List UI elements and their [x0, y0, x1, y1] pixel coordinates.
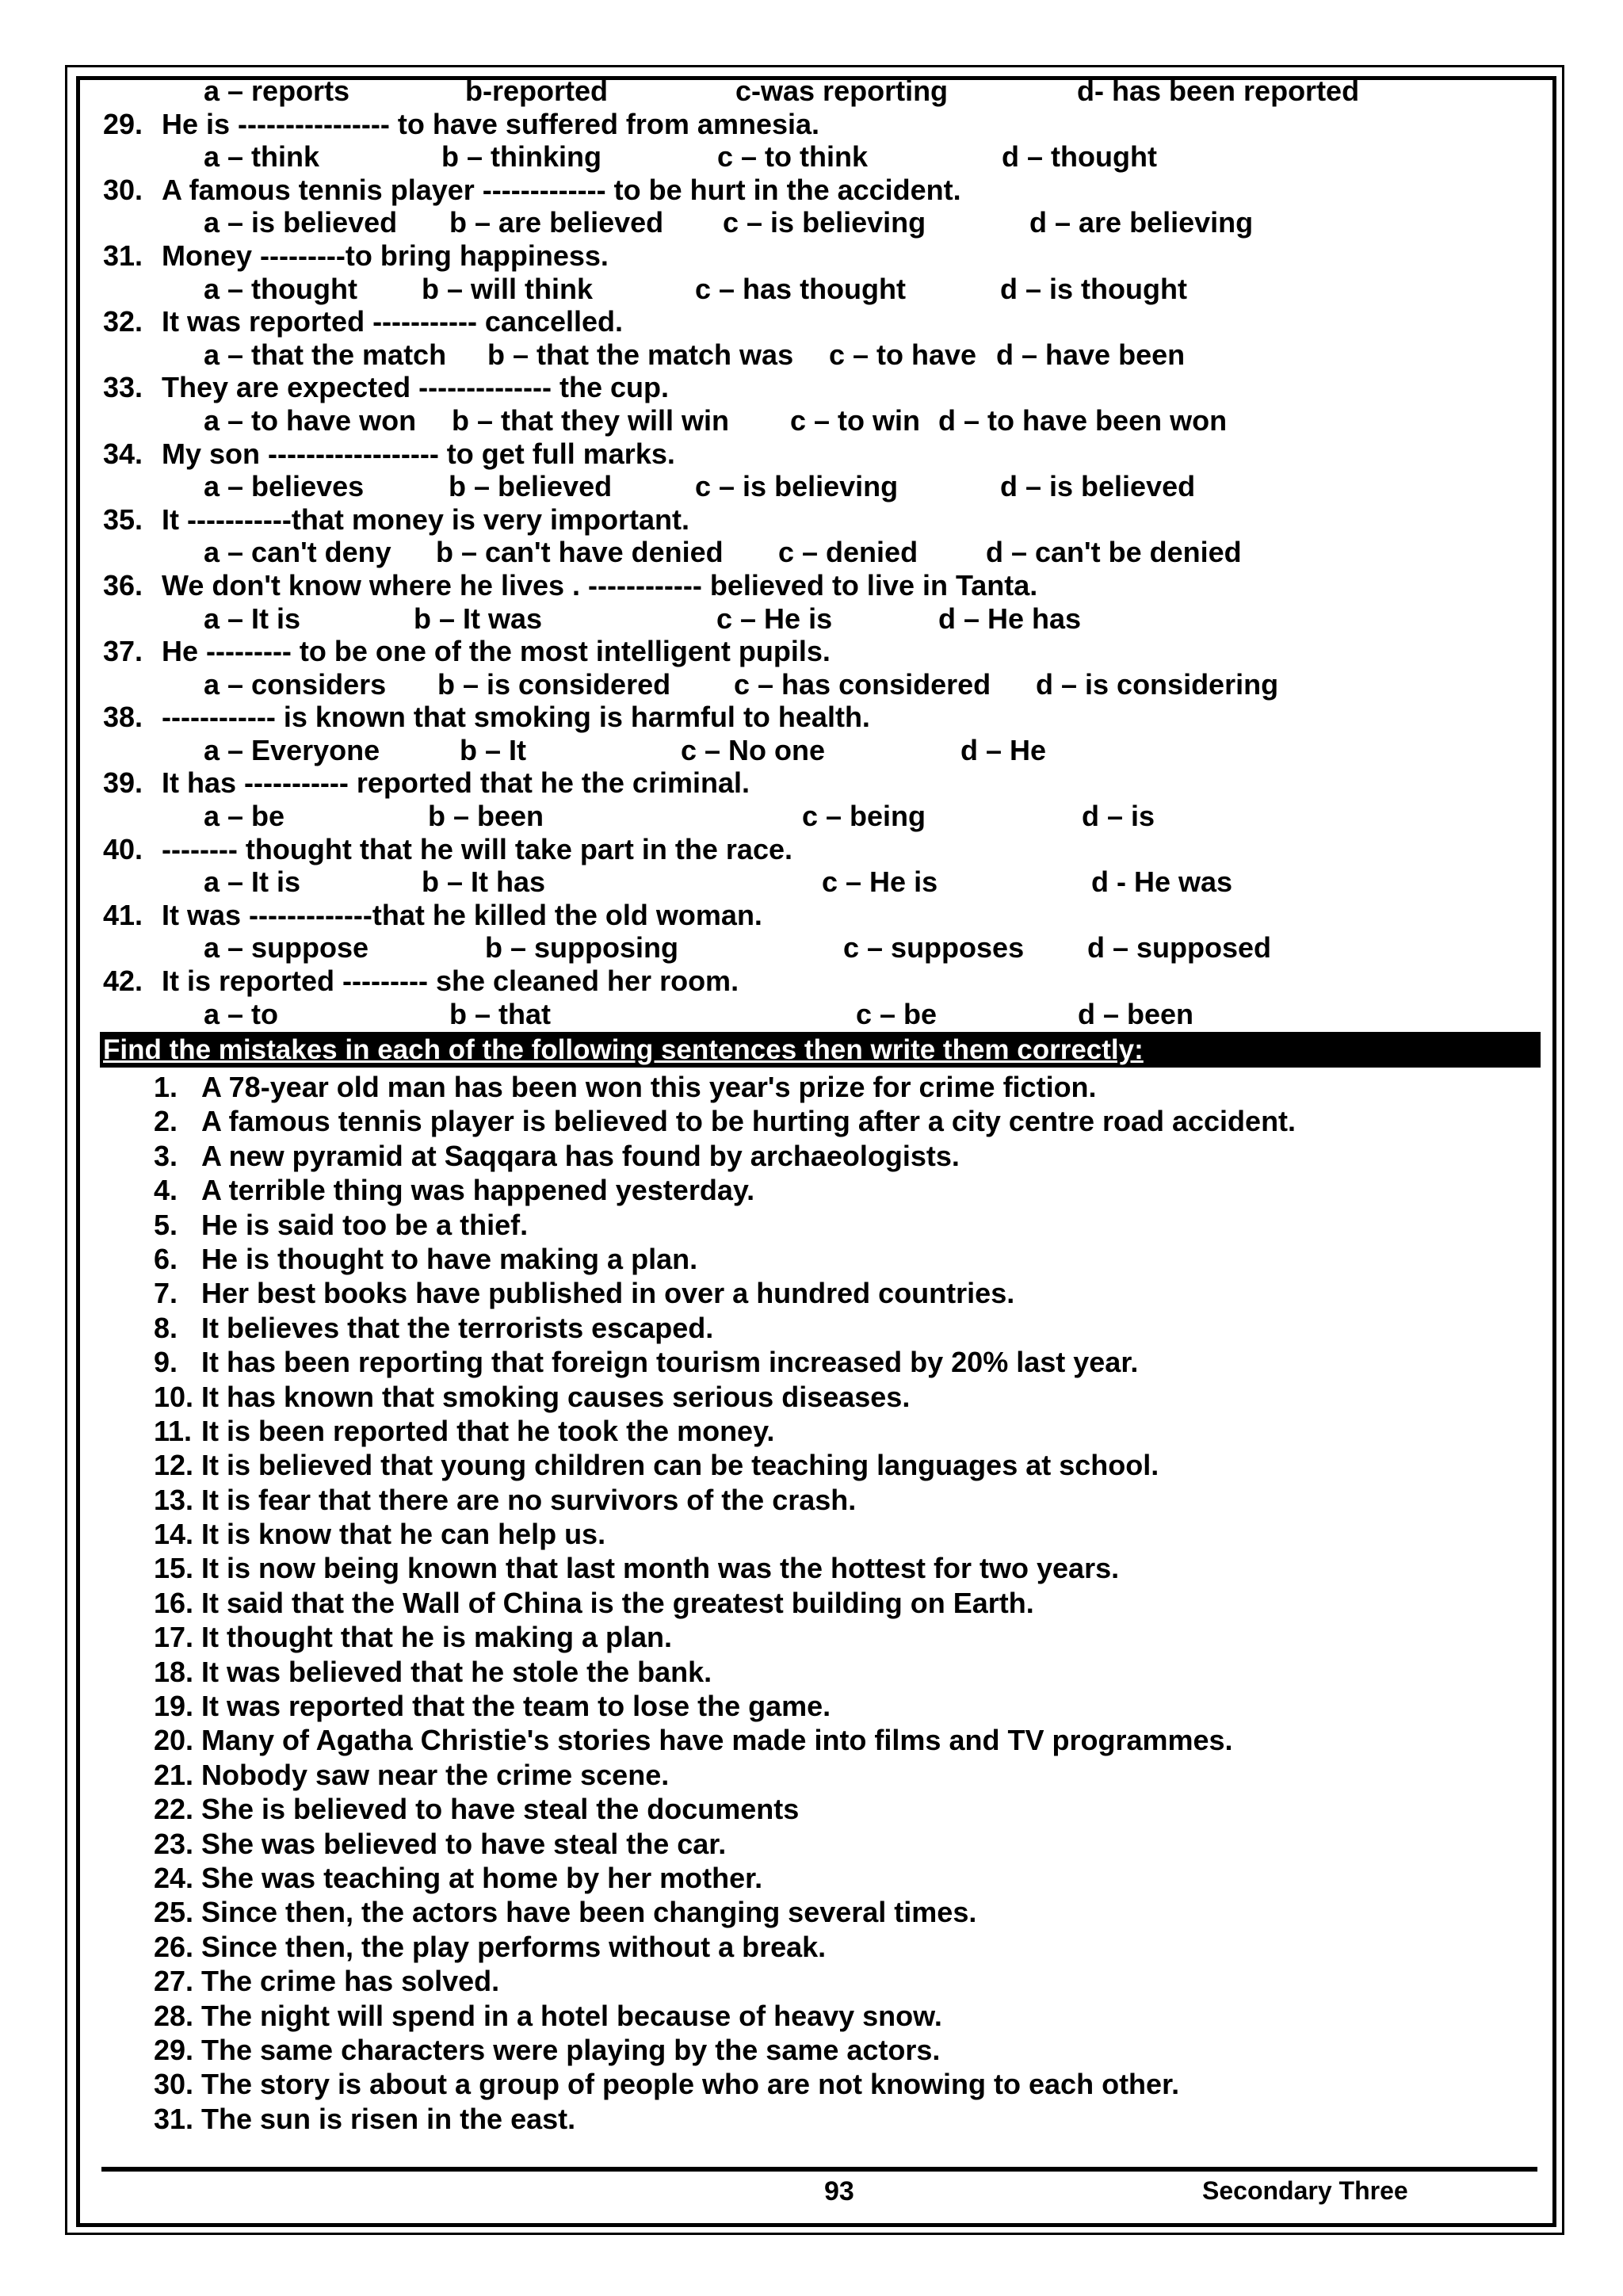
sentence-number: 12.	[154, 1449, 194, 1482]
question-text: It -----------that money is very important.	[162, 502, 689, 536]
question-number: 40.	[103, 832, 143, 865]
sentence-number: 9.	[154, 1346, 178, 1379]
answer-option: a – to	[204, 997, 279, 1030]
mistake-sentence	[97, 1104, 1539, 1138]
mistake-sentence	[97, 1930, 1539, 1964]
answer-option: b – can't have denied	[436, 536, 724, 569]
sentence-number: 28.	[154, 1999, 194, 2032]
answer-option: d- has been reported	[1077, 74, 1360, 107]
answer-option: a – reports	[204, 74, 350, 107]
sentence-number: 25.	[154, 1896, 194, 1929]
answer-options	[97, 931, 1539, 965]
answer-options	[97, 800, 1539, 833]
sentence-text: Many of Agatha Christie's stories have made into films and TV programmes.	[201, 1724, 1233, 1757]
answer-option: a – believes	[204, 470, 365, 503]
sentence-text: A famous tennis player is believed to be hurting after a city centre road accident.	[201, 1105, 1296, 1138]
mistake-sentence	[97, 1689, 1539, 1723]
question-number: 41.	[103, 898, 143, 931]
answer-options	[97, 74, 1539, 108]
answer-option: a – be	[204, 800, 285, 833]
mistake-sentence	[97, 1242, 1539, 1276]
sentence-text: It is fear that there are no survivors of the crash.	[201, 1483, 857, 1516]
question-stem	[97, 503, 1539, 537]
multiple-choice-questions	[97, 74, 1539, 1030]
answer-options	[97, 206, 1539, 239]
mistake-sentence	[97, 1311, 1539, 1345]
sentence-text: A terrible thing was happened yesterday.	[201, 1174, 755, 1207]
answer-option: d – is	[1082, 800, 1155, 833]
sentence-text: Since then, the play performs without a break.	[201, 1930, 827, 1963]
answer-option: a – It is	[204, 602, 301, 635]
answer-options	[97, 668, 1539, 701]
sentence-text: It said that the Wall of China is the greatest building on Earth.	[201, 1586, 1034, 1619]
answer-option: d – thought	[1002, 140, 1157, 174]
answer-option: c – is believing	[695, 470, 899, 503]
answer-option: c – being	[802, 800, 926, 833]
mistake-sentence	[97, 1861, 1539, 1895]
mistake-sentence	[97, 1414, 1539, 1448]
answer-options	[97, 536, 1539, 569]
footer-rule	[101, 2167, 1537, 2172]
question-stem	[97, 437, 1539, 471]
sentence-text: She was teaching at home by her mother.	[201, 1861, 763, 1894]
answer-options	[97, 338, 1539, 372]
question-stem	[97, 371, 1539, 404]
sentence-number: 17.	[154, 1621, 194, 1654]
sentence-number: 23.	[154, 1827, 194, 1860]
sentence-text: It believes that the terrorists escaped.	[201, 1311, 714, 1344]
sentence-text: She is believed to have steal the documents	[201, 1793, 800, 1826]
sentence-text: The night will spend in a hotel because of heavy snow.	[201, 1999, 942, 2032]
answer-option: c – has thought	[695, 272, 907, 305]
sentence-text: Nobody saw near the crime scene.	[201, 1758, 670, 1791]
footer-label: Secondary Three	[1202, 2176, 1408, 2205]
question-number: 36.	[103, 568, 143, 602]
answer-options	[97, 865, 1539, 899]
question-number: 31.	[103, 239, 143, 272]
mistake-sentence	[97, 1827, 1539, 1861]
question-text: They are expected -------------- the cup.	[162, 371, 670, 404]
sentence-number: 1.	[154, 1071, 178, 1103]
mistake-sentence	[97, 1345, 1539, 1379]
answer-option: b-reported	[465, 74, 608, 107]
answer-option: d – He	[960, 733, 1047, 766]
sentence-text: It has known that smoking causes serious diseases.	[201, 1380, 911, 1413]
page-number: 93	[824, 2176, 854, 2206]
question-stem	[97, 174, 1539, 207]
answer-options	[97, 734, 1539, 767]
question-text: A famous tennis player ------------- to be hurt in the accident.	[162, 173, 961, 206]
answer-option: b – supposing	[485, 931, 679, 965]
sentence-number: 14.	[154, 1518, 194, 1551]
mistake-sentence	[97, 1964, 1539, 1998]
sentence-text: He is thought to have making a plan.	[201, 1242, 698, 1275]
sentence-number: 26.	[154, 1930, 194, 1963]
question-stem	[97, 569, 1539, 602]
sentence-number: 22.	[154, 1793, 194, 1826]
mistake-sentence	[97, 1999, 1539, 2033]
sentence-number: 13.	[154, 1483, 194, 1516]
answer-option: c – has considered	[734, 667, 991, 701]
mistake-sentence	[97, 1208, 1539, 1242]
sentence-number: 16.	[154, 1586, 194, 1619]
question-number: 34.	[103, 437, 143, 470]
sentence-number: 6.	[154, 1242, 178, 1275]
answer-options	[97, 998, 1539, 1031]
question-text: It is reported --------- she cleaned her room.	[162, 965, 739, 998]
sentence-number: 30.	[154, 2068, 194, 2101]
sentence-number: 3.	[154, 1139, 178, 1172]
sentence-number: 20.	[154, 1724, 194, 1757]
sentence-number: 7.	[154, 1277, 178, 1310]
mistake-sentence	[97, 1620, 1539, 1654]
question-text: Money ---------to bring happiness.	[162, 239, 609, 272]
answer-options	[97, 602, 1539, 636]
question-number: 35.	[103, 502, 143, 536]
mistake-sentence	[97, 1895, 1539, 1929]
sentence-number: 10.	[154, 1380, 194, 1413]
sentence-text: He is said too be a thief.	[201, 1208, 529, 1241]
answer-option: a – thought	[204, 272, 357, 305]
answer-option: b – been	[428, 800, 544, 833]
answer-options	[97, 273, 1539, 306]
sentence-number: 24.	[154, 1861, 194, 1894]
question-text: He is ---------------- to have suffered from amnesia.	[162, 107, 820, 140]
question-number: 42.	[103, 965, 143, 998]
question-number: 30.	[103, 173, 143, 206]
section-heading: Find the mistakes in each of the following sentences then write them correctly:	[100, 1032, 1541, 1068]
answer-option: a – is believed	[204, 206, 398, 239]
mistake-sentence	[97, 1276, 1539, 1310]
answer-option: c – No one	[681, 733, 826, 766]
answer-option: a – think	[204, 140, 320, 174]
answer-option: c – denied	[778, 536, 918, 569]
mistake-sentence	[97, 1139, 1539, 1173]
question-text: He --------- to be one of the most intelligent pupils.	[162, 635, 831, 668]
answer-option: b – that they will win	[452, 403, 730, 437]
answer-option: b – that the match was	[487, 338, 794, 371]
mistake-sentence	[97, 1586, 1539, 1620]
answer-option: c-was reporting	[735, 74, 949, 107]
answer-options	[97, 470, 1539, 503]
sentence-text: Since then, the actors have been changing several times.	[201, 1896, 977, 1929]
sentence-number: 4.	[154, 1174, 178, 1207]
answer-option: d – supposed	[1087, 931, 1272, 965]
answer-options	[97, 404, 1539, 437]
answer-option: b – It was	[414, 602, 543, 635]
mistake-sentence	[97, 1380, 1539, 1414]
question-stem	[97, 108, 1539, 141]
answer-option: d – to have been won	[938, 403, 1228, 437]
answer-option: c – He is	[822, 865, 938, 899]
mistake-sentence	[97, 1517, 1539, 1551]
mistake-sentence	[97, 2102, 1539, 2136]
question-text: My son ------------------ to get full marks.	[162, 437, 675, 470]
answer-option: c – to think	[717, 140, 869, 174]
mistake-sentence	[97, 1551, 1539, 1585]
question-stem	[97, 833, 1539, 866]
question-text: It has ----------- reported that he the criminal.	[162, 766, 750, 800]
sentence-number: 18.	[154, 1655, 194, 1688]
answer-option: a – that the match	[204, 338, 447, 371]
answer-option: d - He was	[1091, 865, 1233, 899]
answer-option: a – Everyone	[204, 733, 380, 766]
sentence-text: She was believed to have steal the car.	[201, 1827, 727, 1860]
answer-option: c – to have	[829, 338, 977, 371]
question-number: 37.	[103, 635, 143, 668]
answer-option: c – He is	[716, 602, 833, 635]
mistake-sentence	[97, 2067, 1539, 2101]
sentence-number: 15.	[154, 1552, 194, 1585]
sentence-text: Her best books have published in over a hundred countries.	[201, 1277, 1015, 1310]
sentence-text: It is know that he can help us.	[201, 1518, 606, 1551]
question-stem	[97, 239, 1539, 273]
sentence-number: 29.	[154, 2033, 194, 2066]
question-number: 29.	[103, 107, 143, 140]
question-number: 33.	[103, 371, 143, 404]
answer-option: c – to win	[790, 403, 921, 437]
sentence-text: It is believed that young children can be teaching languages at school.	[201, 1449, 1159, 1482]
mistake-sentence	[97, 1758, 1539, 1792]
sentence-text: It was believed that he stole the bank.	[201, 1655, 712, 1688]
mistake-sentence	[97, 1723, 1539, 1757]
sentence-text: A new pyramid at Saqqara has found by archaeologists.	[201, 1139, 960, 1172]
answer-option: b – It has	[422, 865, 546, 899]
mistakes-list	[97, 1070, 1539, 2136]
sentence-number: 21.	[154, 1758, 194, 1791]
answer-option: b – are believed	[449, 206, 664, 239]
sentence-text: The story is about a group of people who are not knowing to each other.	[201, 2068, 1180, 2101]
question-number: 39.	[103, 766, 143, 800]
sentence-number: 5.	[154, 1208, 178, 1241]
answer-option: b – believed	[449, 470, 613, 503]
question-stem	[97, 701, 1539, 734]
mistake-sentence	[97, 1792, 1539, 1826]
answer-option: b – is considered	[437, 667, 671, 701]
answer-option: b – will think	[422, 272, 594, 305]
question-text: It was -------------that he killed the old woman.	[162, 898, 762, 931]
mistake-sentence	[97, 1483, 1539, 1517]
sentence-text: It is now being known that last month was the hottest for two years.	[201, 1552, 1120, 1585]
sentence-text: The same characters were playing by the same actors.	[201, 2033, 941, 2066]
sentence-text: It has been reporting that foreign tourism increased by 20% last year.	[201, 1346, 1139, 1379]
question-text: It was reported ----------- cancelled.	[162, 305, 624, 338]
mistake-sentence	[97, 1173, 1539, 1207]
answer-option: d – can't be denied	[986, 536, 1242, 569]
mistake-sentence	[97, 1448, 1539, 1482]
question-number: 38.	[103, 701, 143, 734]
sentence-text: It is been reported that he took the money.	[201, 1414, 775, 1447]
question-stem	[97, 899, 1539, 932]
answer-option: d – He has	[938, 602, 1082, 635]
question-stem	[97, 766, 1539, 800]
answer-options	[97, 140, 1539, 174]
answer-option: a – considers	[204, 667, 387, 701]
mistake-sentence	[97, 2033, 1539, 2067]
answer-option: b – that	[449, 997, 552, 1030]
answer-option: a – suppose	[204, 931, 369, 965]
question-number: 32.	[103, 305, 143, 338]
answer-option: c – supposes	[843, 931, 1025, 965]
question-text: ------------ is known that smoking is harmful to health.	[162, 701, 870, 734]
mistake-sentence	[97, 1655, 1539, 1689]
answer-option: b – thinking	[441, 140, 601, 174]
sentence-number: 11.	[154, 1414, 193, 1447]
answer-option: c – be	[856, 997, 938, 1030]
answer-option: d – is considering	[1036, 667, 1279, 701]
sentence-number: 8.	[154, 1311, 178, 1344]
answer-option: d – is thought	[1000, 272, 1187, 305]
question-text: We don't know where he lives . ------------ believed to live in Tanta.	[162, 568, 1038, 602]
answer-option: d – are believing	[1029, 206, 1254, 239]
question-stem	[97, 965, 1539, 998]
question-stem	[97, 305, 1539, 338]
answer-option: d – been	[1078, 997, 1194, 1030]
question-stem	[97, 635, 1539, 668]
sentence-number: 31.	[154, 2102, 194, 2135]
answer-option: a – can't deny	[204, 536, 391, 569]
sentence-number: 2.	[154, 1105, 178, 1138]
answer-option: d – have been	[996, 338, 1186, 371]
sentence-number: 19.	[154, 1690, 194, 1723]
sentence-text: It was reported that the team to lose the game.	[201, 1690, 831, 1723]
sentence-text: The crime has solved.	[201, 1965, 500, 1998]
mistake-sentence	[97, 1070, 1539, 1104]
answer-option: c – is believing	[723, 206, 926, 239]
answer-option: a – It is	[204, 865, 301, 899]
answer-option: a – to have won	[204, 403, 417, 437]
sentence-text: It thought that he is making a plan.	[201, 1621, 673, 1654]
sentence-number: 27.	[154, 1965, 194, 1998]
sentence-text: The sun is risen in the east.	[201, 2102, 576, 2135]
question-text: -------- thought that he will take part in the race.	[162, 832, 792, 865]
answer-option: b – It	[460, 733, 527, 766]
answer-option: d – is believed	[1000, 470, 1196, 503]
sentence-text: A 78-year old man has been won this year's prize for crime fiction.	[201, 1071, 1097, 1103]
